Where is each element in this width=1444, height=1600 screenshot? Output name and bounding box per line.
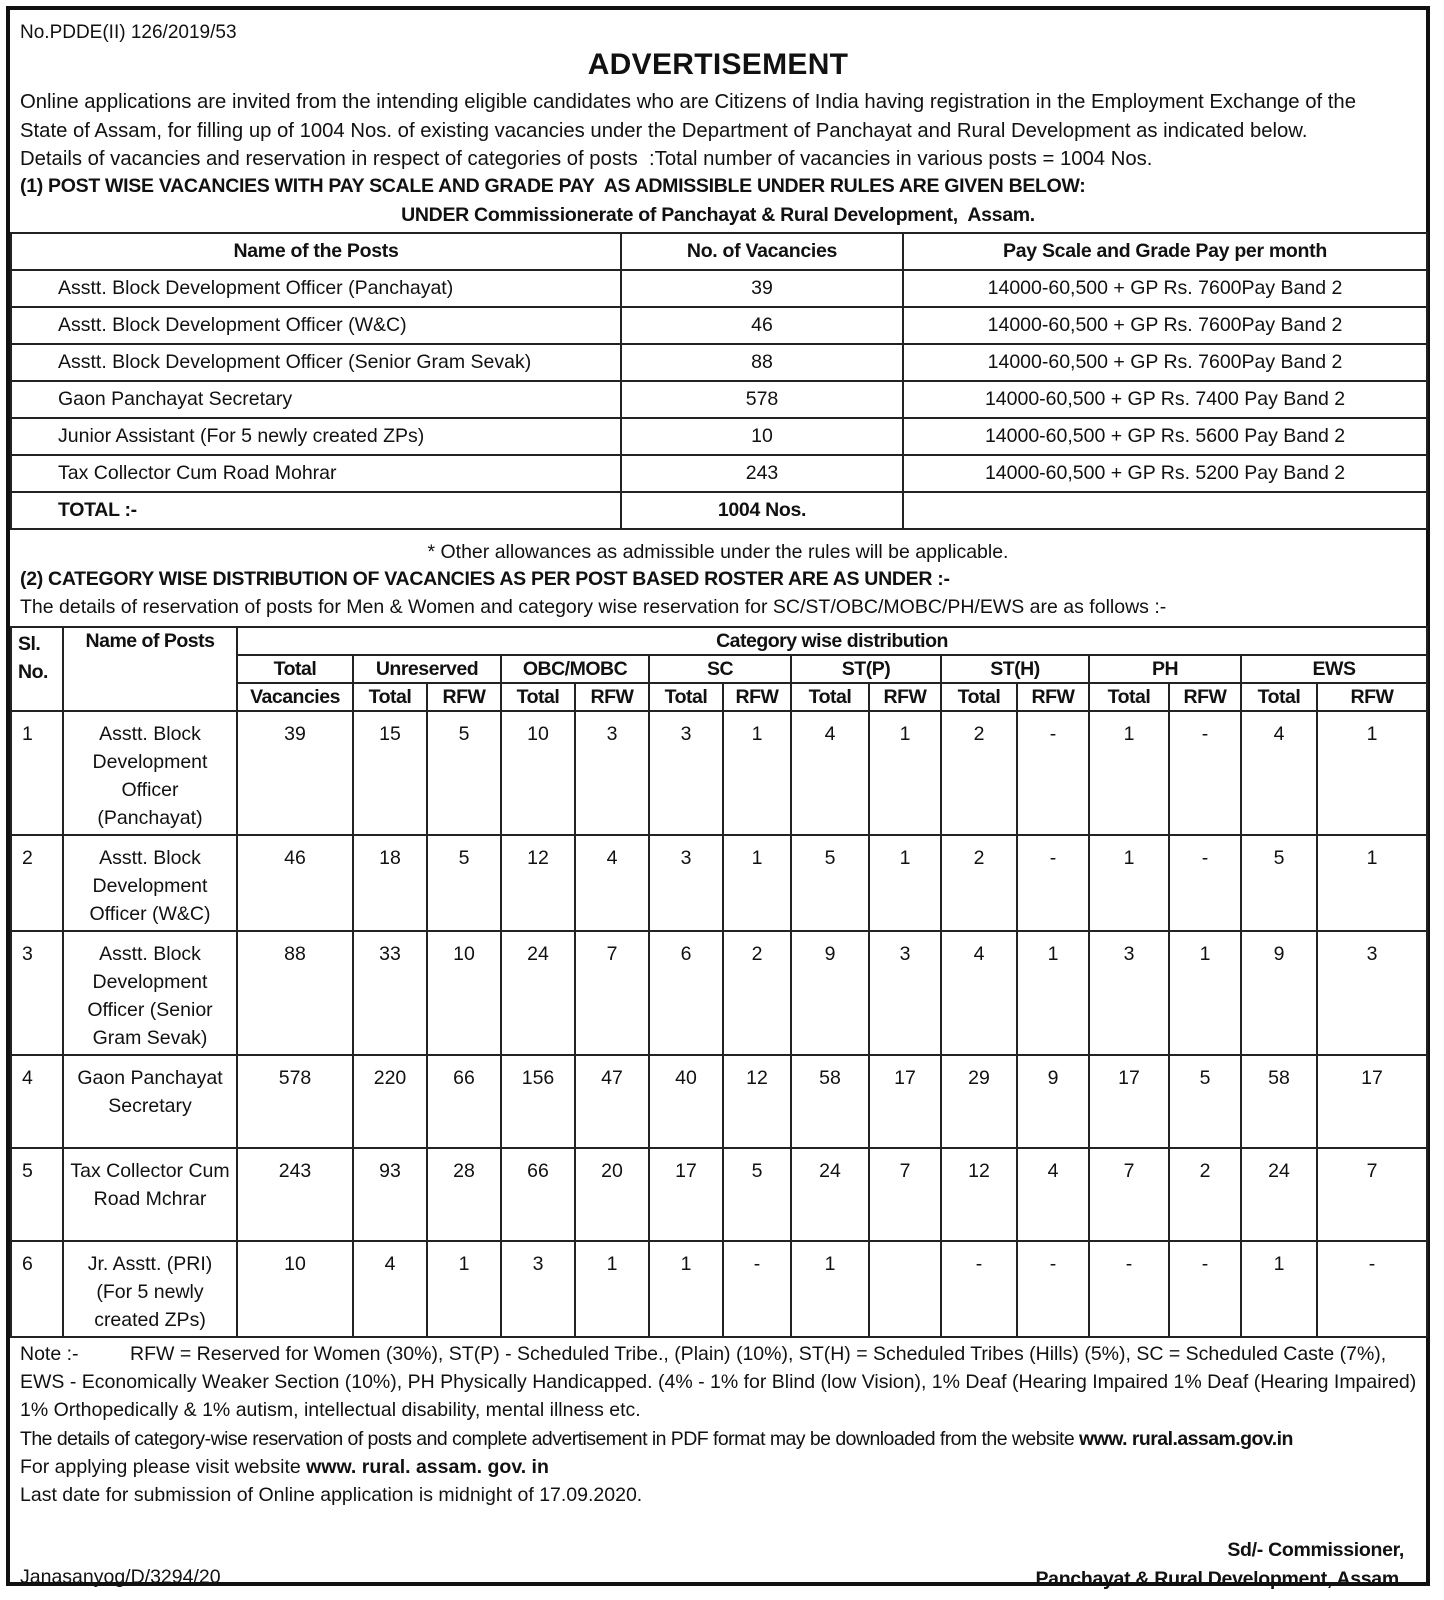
vacancy-count: 10 [621,418,903,455]
total-vacancies: 243 [237,1148,353,1241]
category-rfw: - [1169,835,1241,931]
category-total: 4 [1241,711,1317,835]
serial-number: 4 [11,1055,63,1148]
category-total: 5 [791,835,869,931]
column-header-sl-no [11,627,63,711]
category-rfw: - [1017,835,1089,931]
sl-label-line2: No. [18,661,48,683]
section1-subheading: UNDER Commissionerate of Panchayat & Rural Development, Assam. [401,204,1035,226]
post-name: Asstt. Block Development Officer (W&C) [11,307,621,344]
table-row [11,711,1427,835]
post-name: Jr. Asstt. (PRI) (For 5 newly created ZPs) [63,1241,237,1337]
category-rfw: 12 [723,1055,791,1148]
apply-text: For applying please visit website [20,1455,307,1478]
category-total: 17 [649,1148,723,1241]
category-rfw: 7 [869,1148,941,1241]
vacancy-count: 88 [621,344,903,381]
post-name: Asstt. Block Development Officer (Panchayat) [63,711,237,835]
category-rfw: - [1017,711,1089,835]
post-name: Tax Collector Cum Road Mchrar [63,1148,237,1241]
serial-number: 1 [11,711,63,835]
post-name: Asstt. Block Development Officer (Panchayat) [11,270,621,307]
category-rfw: 7 [575,931,649,1055]
category-rfw [869,1241,941,1337]
category-rfw: 20 [575,1148,649,1241]
sub-header-total: Total [1241,683,1317,711]
vacancy-count: 578 [621,381,903,418]
reference-number: No.PDDE(II) 126/2019/53 [20,22,237,43]
intro-line-1: Online applications are invited from the intending eligible candidates who are Citizens of India having registration in the Employment Exchange of the [20,91,1356,113]
post-name: Asstt. Block Development Officer (Senior Gram Sevak) [11,344,621,381]
total-vacancies: 10 [237,1241,353,1337]
post-name: Asstt. Block Development Officer (W&C) [63,835,237,931]
category-total: 4 [941,931,1017,1055]
category-total: 4 [791,711,869,835]
category-rfw: 28 [427,1148,501,1241]
total-row [11,492,1427,529]
category-rfw: 1 [1317,711,1427,835]
header-row-1 [11,627,1427,655]
category-group-header: ST(P) [791,655,941,683]
table-row [11,835,1427,931]
category-total: 4 [353,1241,427,1337]
category-rfw: 10 [427,931,501,1055]
category-total: - [941,1241,1017,1337]
category-total: 12 [501,835,575,931]
column-header-post-name: Name of Posts [63,627,237,711]
note-label: Note :- [20,1343,79,1365]
category-total: 58 [1241,1055,1317,1148]
category-total: 66 [501,1148,575,1241]
signature-block [1035,1536,1404,1594]
post-name: Gaon Panchayat Secretary [63,1055,237,1148]
column-header-total-line1: Total [237,655,353,683]
category-rfw: - [723,1241,791,1337]
signature-line-1: Sd/- Commissioner, [1227,1539,1404,1561]
signature-line-2: Panchayat & Rural Development, Assam. [1035,1568,1404,1590]
category-rfw: 3 [1317,931,1427,1055]
category-rfw: 4 [575,835,649,931]
sub-header-total: Total [1089,683,1169,711]
category-rfw: 5 [1169,1055,1241,1148]
table-row [11,418,1427,455]
category-rfw: 17 [1317,1055,1427,1148]
category-total: 24 [1241,1148,1317,1241]
table-row [11,381,1427,418]
category-group-header: Unreserved [353,655,501,683]
category-total: 1 [649,1241,723,1337]
category-rfw: 1 [1017,931,1089,1055]
category-rfw: - [1169,711,1241,835]
category-total: 29 [941,1055,1017,1148]
category-total: 33 [353,931,427,1055]
category-total: 24 [791,1148,869,1241]
category-group-header: OBC/MOBC [501,655,649,683]
post-name: Tax Collector Cum Road Mohrar [11,455,621,492]
table-row [11,1055,1427,1148]
category-distribution-table [10,626,1428,1338]
section2-subheading: The details of reservation of posts for Men & Women and category wise reservation for SC/ST/OBC/MOBC/PH/EWS are as follows :- [20,596,1167,618]
category-group-header: EWS [1241,655,1427,683]
category-rfw: 1 [869,711,941,835]
sub-header-rfw: RFW [1017,683,1089,711]
category-group-header: ST(H) [941,655,1089,683]
pay-scale: 14000-60,500 + GP Rs. 7600Pay Band 2 [903,270,1427,307]
category-rfw: 2 [1169,1148,1241,1241]
janasanyog-number: Janasanyog/D/3294/20 [20,1566,221,1588]
sub-header-rfw: RFW [1317,683,1427,711]
category-rfw: 3 [575,711,649,835]
sub-header-total: Total [353,683,427,711]
category-total: 24 [501,931,575,1055]
column-header-pay-scale: Pay Scale and Grade Pay per month [903,233,1427,270]
category-rfw: 66 [427,1055,501,1148]
category-rfw: - [1169,1241,1241,1337]
sl-label-line1: Sl. [18,633,41,655]
section1-heading: (1) POST WISE VACANCIES WITH PAY SCALE AND GRADE PAY AS ADMISSIBLE UNDER RULES ARE GIVEN BELOW: [20,175,1086,197]
category-total: 58 [791,1055,869,1148]
category-total: 1 [1241,1241,1317,1337]
table-header-row [11,233,1427,270]
apply-line [20,1453,1420,1481]
advertisement-document [6,6,1430,1590]
category-total: 220 [353,1055,427,1148]
category-rfw: 1 [723,711,791,835]
category-rfw: 1 [427,1241,501,1337]
table-row [11,455,1427,492]
pay-scale: 14000-60,500 + GP Rs. 5200 Pay Band 2 [903,455,1427,492]
category-total: 6 [649,931,723,1055]
category-total: 3 [649,711,723,835]
table-row [11,307,1427,344]
category-total: 15 [353,711,427,835]
pay-scale: 14000-60,500 + GP Rs. 7600Pay Band 2 [903,307,1427,344]
sub-header-total: Total [501,683,575,711]
post-name: Asstt. Block Development Officer (Senior Gram Sevak) [63,931,237,1055]
intro-paragraph [20,88,1420,174]
post-wise-vacancies-table [10,232,1428,530]
table-row [11,270,1427,307]
total-vacancies: 88 [237,931,353,1055]
category-rfw: - [1017,1241,1089,1337]
vacancy-count: 243 [621,455,903,492]
download-website-link[interactable]: www. rural.assam.gov.in [1079,1427,1293,1450]
vacancy-count: 39 [621,270,903,307]
notes-section [20,1340,1420,1509]
category-rfw: 7 [1317,1148,1427,1241]
category-rfw: 1 [1169,931,1241,1055]
category-group-header: PH [1089,655,1241,683]
category-rfw: 47 [575,1055,649,1148]
category-rfw: 2 [723,931,791,1055]
category-total: 1 [1089,711,1169,835]
category-total: 3 [1089,931,1169,1055]
column-header-vacancies: No. of Vacancies [621,233,903,270]
category-total: 9 [791,931,869,1055]
category-total: 2 [941,835,1017,931]
serial-number: 5 [11,1148,63,1241]
vacancy-count: 46 [621,307,903,344]
total-value: 1004 Nos. [621,492,903,529]
sub-header-total: Total [649,683,723,711]
last-date: Last date for submission of Online application is midnight of 17.09.2020. [20,1484,643,1507]
section2-heading: (2) CATEGORY WISE DISTRIBUTION OF VACANCIES AS PER POST BASED ROSTER ARE AS UNDER :- [20,568,950,590]
note-text: RFW = Reserved for Women (30%), ST(P) - Scheduled Tribe., (Plain) (10%), ST(H) = Scheduled Tribes (Hills) (5%), SC = Scheduled Caste (7%), EWS - Economically Weaker Section (10%), PH Physically Handicapped. (4% - 1% for Blind (low Vision), 1% Deaf (Hearing Impaired 1% Deaf (Hearing Impaired) 1% Orthopedically & 1% autism, intellectual disability, mental illness etc. [20,1343,1417,1422]
download-text: The details of category-wise reservation of posts and complete advertisement in PDF format may be downloaded from the website [20,1427,1079,1450]
pay-scale: 14000-60,500 + GP Rs. 7600Pay Band 2 [903,344,1427,381]
category-total: 2 [941,711,1017,835]
serial-number: 2 [11,835,63,931]
table-row [11,344,1427,381]
category-rfw: 5 [427,711,501,835]
category-total: 93 [353,1148,427,1241]
category-rfw: 5 [427,835,501,931]
category-total: 17 [1089,1055,1169,1148]
total-vacancies: 578 [237,1055,353,1148]
sub-header-rfw: RFW [575,683,649,711]
sub-header-rfw: RFW [427,683,501,711]
category-rfw: 3 [869,931,941,1055]
category-rfw: - [1317,1241,1427,1337]
category-rfw: 4 [1017,1148,1089,1241]
total-pay-empty [903,492,1427,529]
category-total: 1 [1089,835,1169,931]
table-row [11,1148,1427,1241]
column-header-total-line2: Vacancies [237,683,353,711]
category-group-header: SC [649,655,791,683]
post-wise-vacancies-body [11,270,1427,492]
category-wise-title: Category wise distribution [237,627,1427,655]
page-title: ADVERTISEMENT [587,48,849,81]
category-total: 5 [1241,835,1317,931]
category-rfw: 1 [723,835,791,931]
intro-line-2: State of Assam, for filling up of 1004 Nos. of existing vacancies under the Department of Panchayat and Rural Development as indicated below. [20,119,1308,142]
table-row [11,1241,1427,1337]
category-rfw: 17 [869,1055,941,1148]
post-name: Gaon Panchayat Secretary [11,381,621,418]
sub-header-rfw: RFW [869,683,941,711]
total-vacancies: 46 [237,835,353,931]
column-header-post-name: Name of the Posts [11,233,621,270]
download-line [20,1425,1420,1453]
post-name: Junior Assistant (For 5 newly created ZPs) [11,418,621,455]
apply-website-link[interactable]: www. rural. assam. gov. in [306,1455,549,1478]
sub-header-rfw: RFW [1169,683,1241,711]
sub-header-rfw: RFW [723,683,791,711]
category-total: 9 [1241,931,1317,1055]
allowance-note: * Other allowances as admissible under the rules will be applicable. [427,541,1009,563]
category-total: 1 [791,1241,869,1337]
sub-header-total: Total [941,683,1017,711]
pay-scale: 14000-60,500 + GP Rs. 5600 Pay Band 2 [903,418,1427,455]
total-label: TOTAL :- [11,492,621,529]
category-total: 7 [1089,1148,1169,1241]
serial-number: 3 [11,931,63,1055]
category-total: - [1089,1241,1169,1337]
category-rfw: 1 [575,1241,649,1337]
intro-line-3: Details of vacancies and reservation in respect of categories of posts :Total number of vacancies in various posts = 1004 Nos. [20,148,1153,170]
category-rfw: 5 [723,1148,791,1241]
category-total: 156 [501,1055,575,1148]
category-total: 12 [941,1148,1017,1241]
category-total: 40 [649,1055,723,1148]
table-row [11,931,1427,1055]
category-rfw: 1 [869,835,941,931]
sub-header-total: Total [791,683,869,711]
category-distribution-body [11,711,1427,1337]
category-rfw: 1 [1317,835,1427,931]
total-vacancies: 39 [237,711,353,835]
category-total: 3 [649,835,723,931]
category-total: 3 [501,1241,575,1337]
category-rfw: 9 [1017,1055,1089,1148]
reservation-note [20,1340,1420,1425]
pay-scale: 14000-60,500 + GP Rs. 7400 Pay Band 2 [903,381,1427,418]
category-total: 18 [353,835,427,931]
serial-number: 6 [11,1241,63,1337]
category-total: 10 [501,711,575,835]
